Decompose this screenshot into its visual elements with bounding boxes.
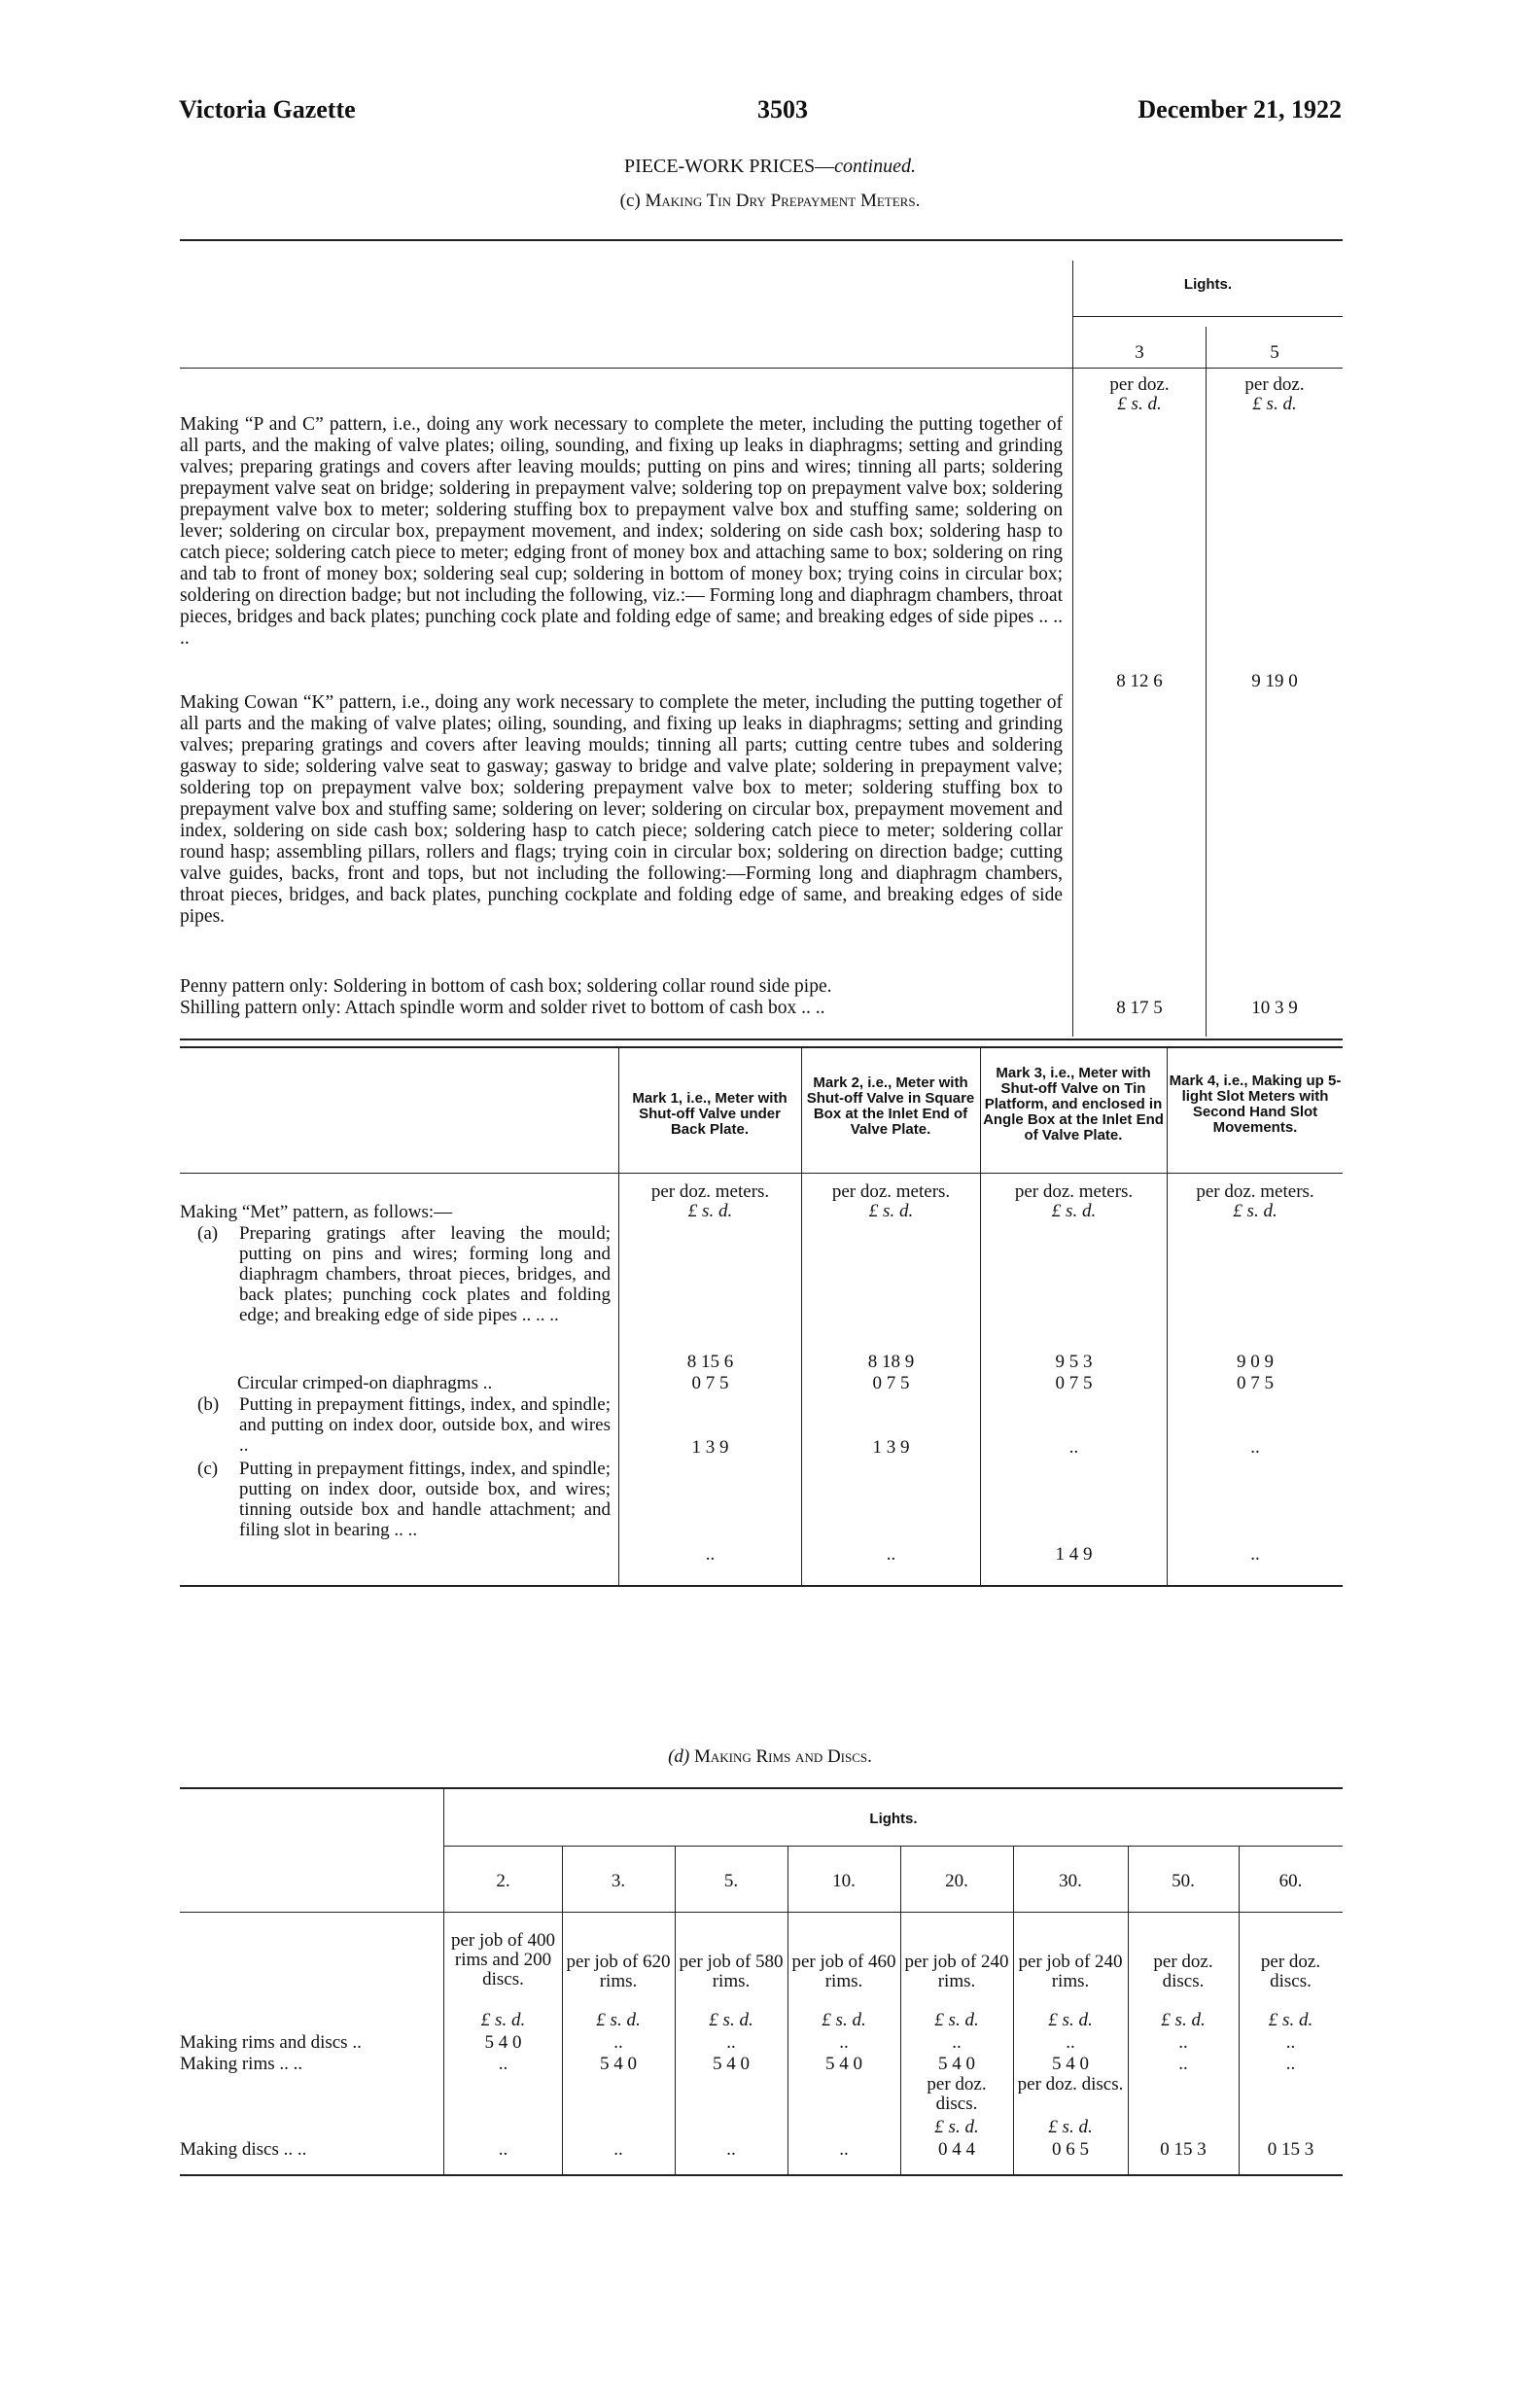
gazette-title: Victoria Gazette	[179, 95, 356, 123]
table2-a-text: Preparing gratings after leaving the mould; putting on pins and wires; forming long and diaphragm chambers, throat pieces, bridges, and back plates; punching cock plates and folding edge; and breaking edge of side pipes .. .. ..	[239, 1223, 611, 1325]
table3-rims-discs-value: ..	[952, 2032, 962, 2053]
table3-rims-value: 5 4 0	[1052, 2054, 1089, 2074]
table1-row-cowan-k: Making Cowan “K” pattern, i.e., doing any work necessary to complete the meter, including the putting together of all parts and the making of valve plates; oiling, sounding, and fixing up leaks in diaphragms; setting and grinding valves; preparing gratings and covers after leaving moulds; tinning all parts; cutting centre tubes and soldering gasway to side; soldering valve seat to gasway; gasway to bridge and valve plate; soldering in prepayment valve; soldering top on prepayment valve box; soldering prepayment valve box to meter; soldering stuffing box to prepayment valve box and stuffing same; soldering on lever; soldering on circular box, prepayment movement and index, soldering on side cash box; soldering hasp to catch piece; soldering catch piece to meter; soldering collar round hasp; assembling pillars, rollers and flags; trying coin in circular box; soldering on direction badge; cutting valve guides, backs, front and tops, but not including the following:—Forming long and diaphragm chambers, throat pieces, bridges, and back plates, punching cockplate and folding edge of same, and breaking edges of side pipes.	[180, 692, 1063, 927]
table3-rims-discs-value: ..	[1178, 2032, 1188, 2053]
table2-unit-3	[981, 1182, 1167, 1221]
section-title	[389, 156, 1151, 178]
table3-col-header: 30.	[1059, 1871, 1082, 1891]
table2-c-val-4: ..	[1250, 1544, 1260, 1565]
table3-col-header: 50.	[1172, 1871, 1195, 1891]
table2-circ-val-1: 0 7 5	[691, 1373, 729, 1393]
table3-rims-discs-value: 5 4 0	[484, 2032, 522, 2053]
table2-divider-1	[618, 1048, 619, 1585]
table3-label-divider	[443, 1789, 444, 2174]
table2-b-text: Putting in prepayment fittings, index, and spindle; and putting on index door, outside box, and wires ..	[239, 1394, 611, 1456]
table2-a-val-2: 8 18 9	[867, 1352, 915, 1372]
table1-col-3: 3	[1135, 342, 1144, 363]
table2-divider-4	[1167, 1048, 1168, 1585]
table1-unit-3	[1073, 375, 1206, 414]
table2-b-val-4: ..	[1250, 1437, 1260, 1458]
table1-bottom-rule	[180, 1039, 1343, 1040]
table3-col-header: 2.	[496, 1871, 510, 1891]
table2-col-mark1: Mark 1, i.e., Meter with Shut-off Valve under Back Plate.	[632, 1090, 788, 1138]
table1-col-5: 5	[1270, 342, 1279, 363]
table2-divider-2	[801, 1048, 802, 1585]
table2-a-label: (a)	[197, 1223, 219, 1244]
title-continued: continued.	[834, 156, 916, 177]
table3-col-lsd: £ s. d.	[822, 2010, 866, 2030]
table3-rims-discs-value: ..	[839, 2032, 849, 2053]
table3-col-lsd: £ s. d.	[1268, 2010, 1313, 2030]
table3-rims-discs-value: ..	[613, 2032, 623, 2053]
lsd-text: £ s. d.	[1051, 1201, 1097, 1221]
table3-discs-value: 0 4 4	[938, 2139, 975, 2160]
table3-lights-header: Lights.	[869, 1811, 918, 1827]
table3-col-unit: per job of 580 rims.	[679, 1952, 784, 1991]
table3-col-header: 3.	[611, 1871, 626, 1891]
table2-b-val-1: 1 3 9	[691, 1437, 729, 1458]
table1-row-p-and-c: Making “P and C” pattern, i.e., doing any work necessary to complete the meter, including the putting together of all parts, and the making of valve plates; oiling, sounding, and fixing up leaks in diaphragms; setting and grinding valves; preparing gratings and covers after leaving moulds; putting on pins and wires; tinning all parts; soldering prepayment valve seat on bridge; soldering in prepayment valve; soldering top on prepayment valve box; soldering prepayment valve box to meter; soldering stuffing box to prepayment valve box and stuffing same; soldering on lever; soldering on circular box, prepayment movement, and index; soldering on side cash box; soldering hasp to catch piece; soldering catch piece to meter; edging front of money box and attaching same to box; soldering on ring and tab to front of money box; soldering seal cup; soldering in bottom of money box; trying coins in circular box; soldering on direction badge; but not including the following, viz.:— Forming long and diaphragm chambers, throat pieces, bridges and back plates; punching cock plate and folding edge of same; and breaking edges of side pipes .. .. ..	[180, 414, 1063, 649]
section-d-title: Making Rims and Discs.	[693, 1746, 872, 1767]
table3-col-header: 10.	[832, 1871, 856, 1891]
page-number: 3503	[757, 95, 808, 123]
table3-col-header: 5.	[723, 1871, 739, 1891]
table2-c-val-2: ..	[886, 1544, 896, 1565]
table1-unit-5	[1207, 375, 1343, 414]
table3-disc-sub-unit: per doz. discs.	[927, 2074, 987, 2114]
table2-c-val-1: ..	[705, 1544, 716, 1565]
table3-disc-sub-unit: per doz. discs.	[1017, 2074, 1124, 2095]
table2-c-text: Putting in prepayment fittings, index, and spindle; putting on index door, outside box, and wires; tinning outside box and handle attachment; and filing slot in bearing .. ..	[239, 1459, 611, 1540]
table3-row-label-rims-discs: Making rims and discs ..	[180, 2032, 362, 2053]
table3-rims-discs-value: ..	[726, 2032, 736, 2053]
table3-col-lsd: £ s. d.	[709, 2010, 753, 2030]
unit-text: per doz. meters.	[831, 1181, 951, 1202]
unit-text: per doz. meters.	[1196, 1181, 1314, 1202]
table2-header-rule	[180, 1173, 1343, 1174]
table3-col-lsd: £ s. d.	[1048, 2010, 1093, 2030]
table3-row-label-rims: Making rims .. ..	[180, 2054, 303, 2074]
table3-discs-value: 0 6 5	[1052, 2139, 1089, 2160]
table3-top-rule	[180, 1787, 1343, 1789]
table2-unit-2	[802, 1182, 980, 1221]
table1-row1-value-5: 9 19 0	[1251, 671, 1298, 691]
table3-row-label-discs: Making discs .. ..	[180, 2139, 307, 2160]
section-c-label: (c)	[619, 191, 641, 211]
table2-a-val-3: 9 5 3	[1055, 1352, 1093, 1372]
table1-lights-rule	[1073, 316, 1343, 317]
table3-lights-rule	[444, 1846, 1343, 1847]
unit-text: per doz. meters.	[1014, 1181, 1134, 1202]
table2-c-label: (c)	[197, 1459, 219, 1479]
table3-col-unit: per job of 620 rims.	[566, 1952, 671, 1991]
section-d-label: (d)	[668, 1746, 690, 1767]
table2-circ-val-4: 0 7 5	[1237, 1373, 1274, 1393]
table3-discs-value: 0 15 3	[1267, 2139, 1314, 2160]
lsd-text: £ s. d.	[1252, 394, 1297, 414]
table3-discs-value: ..	[839, 2139, 849, 2160]
table3-disc-sub-lsd: £ s. d.	[1048, 2117, 1093, 2137]
table2-intro: Making “Met” pattern, as follows:—	[180, 1202, 453, 1222]
table3-rims-value: 5 4 0	[713, 2054, 750, 2074]
lsd-text: £ s. d.	[1117, 394, 1162, 414]
table3-header-rule	[180, 1912, 1343, 1913]
table3-rims-value: ..	[1285, 2054, 1296, 2074]
table1-lights-header: Lights.	[1183, 276, 1233, 293]
table3-col-lsd: £ s. d.	[596, 2010, 641, 2030]
lsd-text: £ s. d.	[687, 1201, 733, 1221]
table3-rims-value: ..	[498, 2054, 508, 2074]
table2-b-label: (b)	[197, 1394, 220, 1415]
table1-row2-value-5: 10 3 9	[1251, 998, 1298, 1018]
table3-rims-discs-value: ..	[1285, 2032, 1296, 2053]
lsd-text: £ s. d.	[1233, 1201, 1278, 1221]
table3-discs-value: ..	[726, 2139, 736, 2160]
table2-top-rule	[180, 1046, 1343, 1048]
unit-text: per doz.	[1109, 374, 1170, 395]
table3-bottom-rule	[180, 2174, 1343, 2176]
table3-rims-value: 5 4 0	[600, 2054, 637, 2074]
table3-rims-discs-value: ..	[1066, 2032, 1075, 2053]
table2-unit-4	[1168, 1182, 1343, 1221]
table3-rims-value: ..	[1178, 2054, 1188, 2074]
table3-col-lsd: £ s. d.	[934, 2010, 979, 2030]
table3-col-unit: per doz. discs.	[1260, 1952, 1321, 1991]
table1-row1-value-3: 8 12 6	[1116, 671, 1163, 691]
table3-col-unit: per job of 400 rims and 200 discs.	[450, 1930, 556, 1989]
table3-col-unit: per job of 240 rims.	[904, 1952, 1009, 1991]
table2-col-mark3: Mark 3, i.e., Meter with Shut-off Valve on Tin Platform, and enclosed in Angle Box at the Inlet End of Valve Plate.	[983, 1065, 1164, 1144]
table2-a-val-4: 9 0 9	[1237, 1352, 1274, 1372]
table2-col-mark4: Mark 4, i.e., Making up 5-light Slot Meters with Second Hand Slot Movements.	[1169, 1073, 1342, 1136]
title-main: PIECE-WORK PRICES—	[624, 156, 835, 177]
section-c-heading	[389, 191, 1151, 212]
table1-row2-value-3: 8 17 5	[1116, 998, 1163, 1018]
section-d-heading	[389, 1746, 1151, 1768]
table2-circ-val-2: 0 7 5	[872, 1373, 910, 1393]
table2-c-val-3: 1 4 9	[1055, 1544, 1093, 1565]
table3-col-unit: per doz. discs.	[1153, 1952, 1213, 1991]
table2-bottom-rule	[180, 1585, 1343, 1587]
issue-date: December 21, 1922	[1138, 95, 1342, 123]
section-c-title: Making Tin Dry Prepayment Meters.	[645, 191, 921, 211]
unit-text: per doz. meters.	[650, 1181, 770, 1202]
table2-b-val-2: 1 3 9	[872, 1437, 910, 1458]
table1-penny-note: Penny pattern only: Soldering in bottom of cash box; soldering collar round side pipe.	[180, 976, 832, 997]
table2-col-mark2: Mark 2, i.e., Meter with Shut-off Valve in Square Box at the Inlet End of Valve Plate.	[806, 1074, 975, 1138]
table1-shilling-note: Shilling pattern only: Attach spindle worm and solder rivet to bottom of cash box .. ..	[180, 998, 825, 1018]
table3-discs-value: 0 15 3	[1160, 2139, 1207, 2160]
table3-col-unit: per job of 240 rims.	[1018, 1952, 1123, 1991]
table3-disc-sub-lsd: £ s. d.	[934, 2117, 979, 2137]
table1-header-rule	[180, 368, 1343, 369]
table3-col-header: 20.	[945, 1871, 968, 1891]
unit-text: per doz.	[1244, 374, 1305, 395]
table2-circular-diaphragms: Circular crimped-on diaphragms ..	[237, 1373, 493, 1393]
table2-a-val-1: 8 15 6	[686, 1352, 734, 1372]
table3-rims-value: 5 4 0	[938, 2054, 975, 2074]
table2-b-val-3: ..	[1068, 1437, 1079, 1458]
table3-discs-value: ..	[613, 2139, 623, 2160]
table2-divider-3	[980, 1048, 981, 1585]
table3-col-lsd: £ s. d.	[1161, 2010, 1206, 2030]
table2-unit-1	[619, 1182, 801, 1221]
lsd-text: £ s. d.	[868, 1201, 914, 1221]
table3-col-unit: per job of 460 rims.	[791, 1952, 896, 1991]
table3-col-lsd: £ s. d.	[480, 2010, 526, 2030]
table3-discs-value: ..	[498, 2139, 508, 2160]
table2-circ-val-3: 0 7 5	[1055, 1373, 1093, 1393]
table3-rims-value: 5 4 0	[825, 2054, 862, 2074]
table1-top-rule	[180, 239, 1343, 241]
table3-col-header: 60.	[1278, 1871, 1303, 1891]
